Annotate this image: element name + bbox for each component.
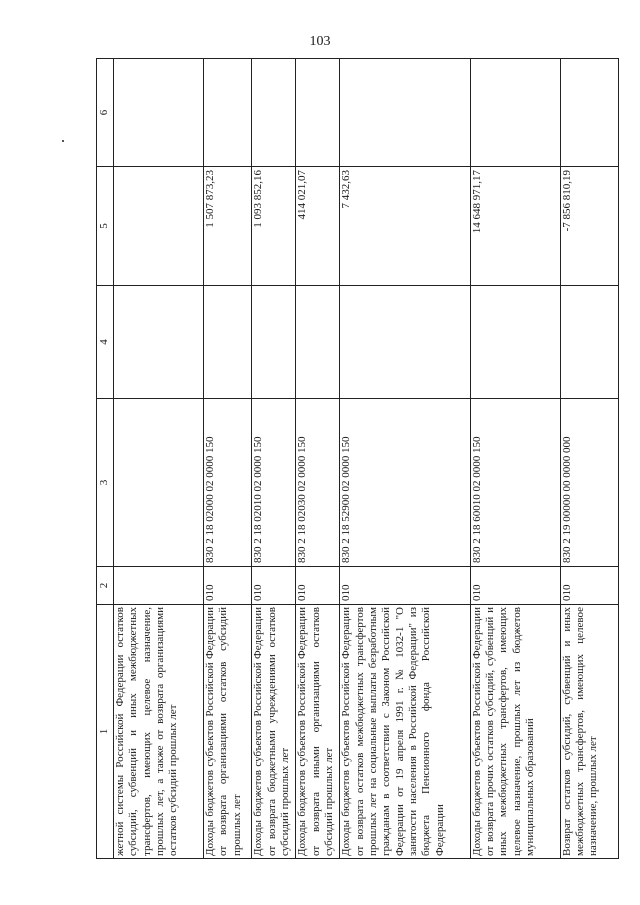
row-executed: 1 507 873,23 bbox=[204, 167, 252, 286]
row-line-code: 010 bbox=[204, 567, 252, 605]
row-description: Доходы бюджетов субъектов Российской Федерации от возврата организациями остатков субсидий прошлых лет bbox=[204, 605, 252, 859]
row-executed bbox=[114, 167, 204, 286]
row-description: Доходы бюджетов субъектов Российской Федерации от возврата прочих остатков субсидий, субвенций и иных межбюджетных трансфертов, имеющих целевое назначение, прошлых лет из бюджетов муниципальных образований bbox=[470, 605, 560, 859]
table-row bbox=[252, 59, 296, 859]
row-line-code: 010 bbox=[296, 567, 340, 605]
table-row bbox=[296, 59, 340, 859]
row-approved bbox=[560, 286, 618, 399]
col-header-2: 2 bbox=[97, 567, 114, 605]
table-row bbox=[204, 59, 252, 859]
row-unexecuted bbox=[560, 59, 618, 167]
table-row bbox=[340, 59, 470, 859]
row-unexecuted bbox=[340, 59, 470, 167]
row-executed: 414 021,07 bbox=[296, 167, 340, 286]
row-unexecuted bbox=[470, 59, 560, 167]
col-header-6: 6 bbox=[97, 59, 114, 167]
row-line-code bbox=[114, 567, 204, 605]
row-line-code: 010 bbox=[560, 567, 618, 605]
row-budget-code: 830 2 18 02030 02 0000 150 bbox=[296, 399, 340, 567]
row-line-code: 010 bbox=[470, 567, 560, 605]
row-approved bbox=[340, 286, 470, 399]
row-budget-code: 830 2 18 02000 02 0000 150 bbox=[204, 399, 252, 567]
row-line-code: 010 bbox=[340, 567, 470, 605]
row-approved bbox=[470, 286, 560, 399]
row-executed: 7 432,63 bbox=[340, 167, 470, 286]
page-number: 103 bbox=[309, 34, 331, 49]
table-row bbox=[114, 59, 204, 859]
col-header-3: 3 bbox=[97, 399, 114, 567]
col-header-4: 4 bbox=[97, 286, 114, 399]
row-budget-code: 830 2 18 60010 02 0000 150 bbox=[470, 399, 560, 567]
row-approved bbox=[252, 286, 296, 399]
revenue-table bbox=[96, 58, 619, 859]
row-description: Доходы бюджетов субъектов Российской Федерации от возврата иными организациями остатков субсидий прошлых лет bbox=[296, 605, 340, 859]
table-row bbox=[560, 59, 618, 859]
row-line-code: 010 bbox=[252, 567, 296, 605]
header-row bbox=[97, 59, 114, 859]
row-approved bbox=[114, 286, 204, 399]
table-row bbox=[470, 59, 560, 859]
row-description: Доходы бюджетов субъектов Российской Федерации от возврата остатков межбюджетных трансфертов прошлых лет на социальные выплаты безработным гражданам в соответствии с Законом Российской Федерации от 19 апреля 1991 г. № 1032-1 "О занятости населения в Российской Федерации" из бюджета Пенсионного фонда Российской Федерации bbox=[340, 605, 470, 859]
scan-speck bbox=[62, 140, 64, 142]
row-unexecuted bbox=[296, 59, 340, 167]
row-executed: -7 856 810,19 bbox=[560, 167, 618, 286]
row-description: Возврат остатков субсидий, субвенций и иных межбюджетных трансфертов, имеющих целевое назначение, прошлых лет bbox=[560, 605, 618, 859]
row-unexecuted bbox=[204, 59, 252, 167]
row-budget-code: 830 2 18 02010 02 0000 150 bbox=[252, 399, 296, 567]
col-header-1: 1 bbox=[97, 605, 114, 859]
row-unexecuted bbox=[252, 59, 296, 167]
row-budget-code: 830 2 19 00000 00 0000 000 bbox=[560, 399, 618, 567]
row-approved bbox=[296, 286, 340, 399]
row-description: жетной системы Российской Федерации остатков субсидий, субвенций и иных межбюджетных трансфертов, имеющих целевое назначение, прошлых лет, а также от возврата организациями остатков субсидий прошлых лет bbox=[114, 605, 204, 859]
row-approved bbox=[204, 286, 252, 399]
row-unexecuted bbox=[114, 59, 204, 167]
rotated-table-wrapper bbox=[96, 59, 619, 859]
row-executed: 14 648 971,17 bbox=[470, 167, 560, 286]
row-budget-code: 830 2 18 52900 02 0000 150 bbox=[340, 399, 470, 567]
row-description: Доходы бюджетов субъектов Российской Федерации от возврата бюджетными учреждениями остатков субсидий прошлых лет bbox=[252, 605, 296, 859]
col-header-5: 5 bbox=[97, 167, 114, 286]
row-executed: 1 093 852,16 bbox=[252, 167, 296, 286]
row-budget-code bbox=[114, 399, 204, 567]
